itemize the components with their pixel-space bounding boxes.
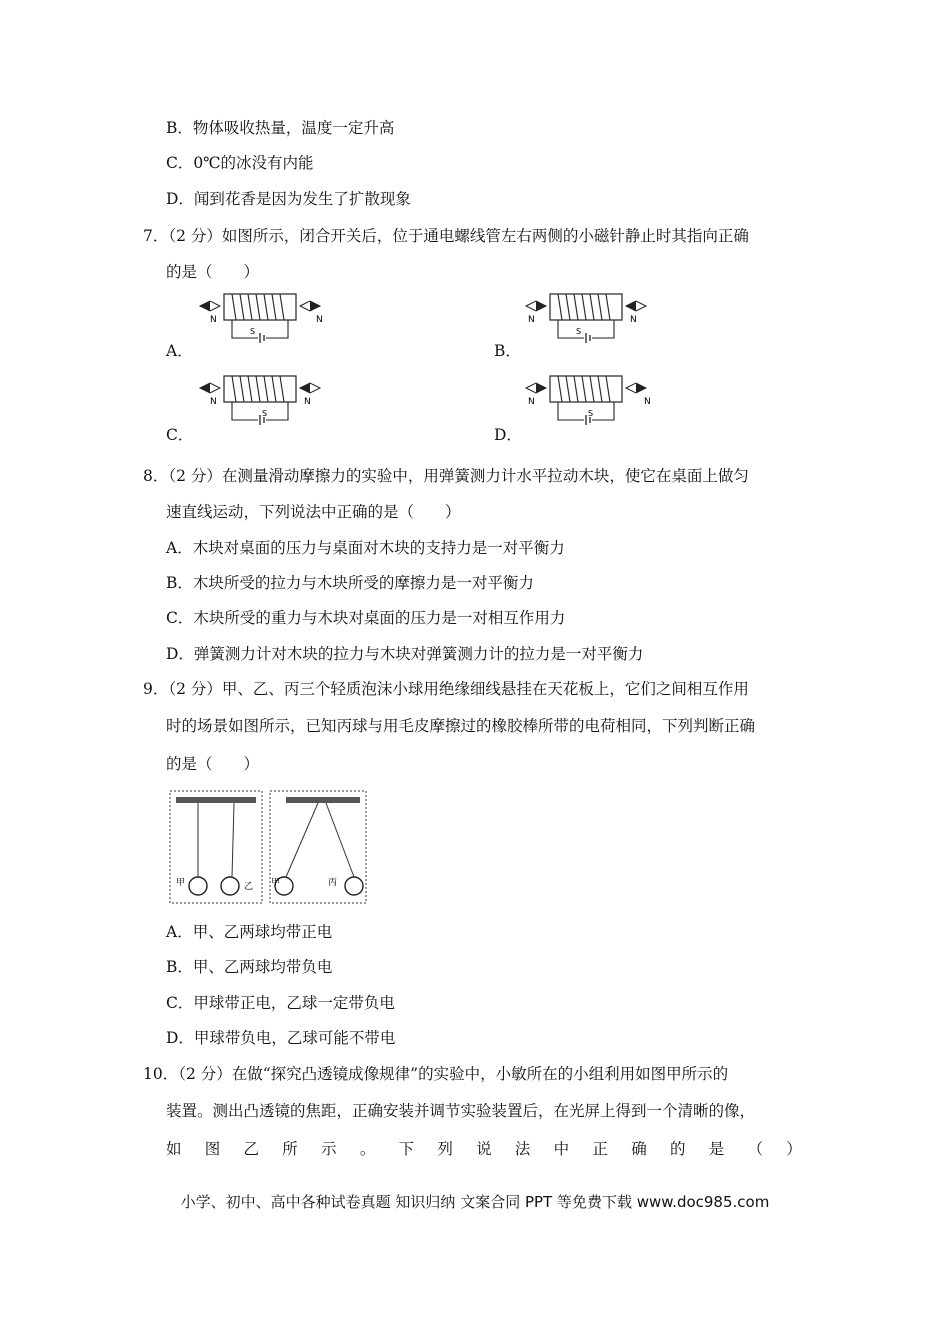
q10-char: 。 — [359, 1140, 376, 1158]
q9-option-c: C．甲球带正电，乙球一定带负电 — [166, 994, 395, 1012]
q8-option-a: A．木块对桌面的压力与桌面对木块的支持力是一对平衡力 — [166, 539, 565, 557]
q7-option-c-label: C． — [166, 426, 194, 444]
q10-char: ） — [786, 1140, 802, 1158]
q8-option-d: D．弹簧测力计对木块的拉力与木块对弹簧测力计的拉力是一对平衡力 — [166, 645, 644, 663]
q9-balls-figure — [168, 788, 370, 908]
svg-text:N: N — [304, 397, 311, 407]
svg-text:S: S — [250, 327, 256, 336]
q10-stem-line-1: 10．（2 分）在做“探究凸透镜成像规律”的实验中，小敏所在的小组利用如图甲所示的 — [143, 1065, 729, 1083]
q10-char: 中 — [553, 1140, 570, 1158]
svg-text:S: S — [576, 327, 582, 336]
q7-option-d-label: D． — [494, 426, 522, 444]
q7-stem-line-2: 的是（ ） — [166, 263, 260, 281]
q7-option-b-label: B． — [494, 342, 521, 360]
q9-stem-line-3: 的是（ ） — [166, 755, 260, 773]
svg-text:N: N — [630, 315, 637, 325]
q6-option-d: D．闻到花香是因为发生了扩散现象 — [166, 190, 411, 208]
svg-text:S: S — [262, 409, 268, 418]
svg-text:N: N — [644, 397, 651, 407]
q10-char: 正 — [592, 1140, 608, 1158]
svg-text:N: N — [316, 315, 323, 325]
q10-char: 说 — [476, 1140, 492, 1158]
q7-option-a-label: A． — [166, 342, 193, 360]
page-footer: 小学、初中、高中各种试卷真题 知识归纳 文案合同 PPT 等免费下载 www.doc985.com — [180, 1193, 770, 1211]
q8-option-b: B．木块所受的拉力与木块所受的摩擦力是一对平衡力 — [166, 574, 534, 592]
q9-option-a: A．甲、乙两球均带正电 — [166, 923, 333, 941]
q9-stem-line-1: 9．（2 分）甲、乙、丙三个轻质泡沫小球用绝缘细线悬挂在天花板上，它们之间相互作用 — [143, 680, 749, 698]
q10-char: 是 — [708, 1140, 725, 1158]
q9-option-b: B．甲、乙两球均带负电 — [166, 958, 333, 976]
q7-figure-c — [200, 376, 320, 425]
q10-char: 所 — [282, 1140, 298, 1158]
q6-option-b: B．物体吸收热量，温度一定升高 — [166, 119, 395, 137]
q9-option-d: D．甲球带负电，乙球可能不带电 — [166, 1029, 396, 1047]
svg-text:甲: 甲 — [271, 878, 281, 888]
q9-stem-line-2: 时的场景如图所示，已知丙球与用毛皮摩擦过的橡胶棒所带的电荷相同，下列判断正确 — [166, 717, 756, 735]
svg-text:S: S — [588, 409, 594, 418]
q7-figure-a — [200, 294, 323, 343]
q6-option-c: C．0℃的冰没有内能 — [166, 154, 314, 172]
q7-stem-line-1: 7．（2 分）如图所示，闭合开关后，位于通电螺线管左右两侧的小磁针静止时其指向正确 — [143, 227, 749, 245]
q10-char: 如 — [166, 1140, 182, 1158]
q7-figure-d — [526, 376, 651, 425]
q10-char: 列 — [437, 1140, 453, 1158]
svg-text:N: N — [528, 397, 535, 407]
svg-text:甲: 甲 — [176, 878, 186, 888]
q10-stem-line-2: 装置。测出凸透镜的焦距，正确安装并调节实验装置后，在光屏上得到一个清晰的像， — [166, 1102, 756, 1120]
q8-option-c: C．木块所受的重力与木块对桌面的压力是一对相互作用力 — [166, 609, 566, 627]
svg-text:N: N — [528, 315, 535, 325]
svg-text:N: N — [210, 397, 217, 407]
q10-char: 乙 — [243, 1140, 260, 1158]
q10-stem-line-3 — [166, 1139, 802, 1159]
svg-text:N: N — [210, 315, 217, 325]
svg-text:乙: 乙 — [244, 882, 254, 892]
svg-text:丙: 丙 — [328, 878, 338, 888]
q10-char: （ — [747, 1140, 763, 1158]
q8-stem-line-2: 速直线运动，下列说法中正确的是（ ） — [166, 503, 461, 521]
q10-char: 法 — [514, 1140, 531, 1158]
q7-figure-b — [526, 294, 646, 343]
q7-solenoid-figures — [190, 288, 670, 438]
q10-char: 的 — [669, 1140, 686, 1158]
q10-char: 下 — [398, 1140, 415, 1158]
q10-char: 示 — [321, 1140, 337, 1158]
q8-stem-line-1: 8．（2 分）在测量滑动摩擦力的实验中，用弹簧测力计水平拉动木块，使它在桌面上做匀 — [143, 467, 749, 485]
q10-char: 确 — [631, 1140, 647, 1158]
q10-char: 图 — [204, 1140, 221, 1158]
